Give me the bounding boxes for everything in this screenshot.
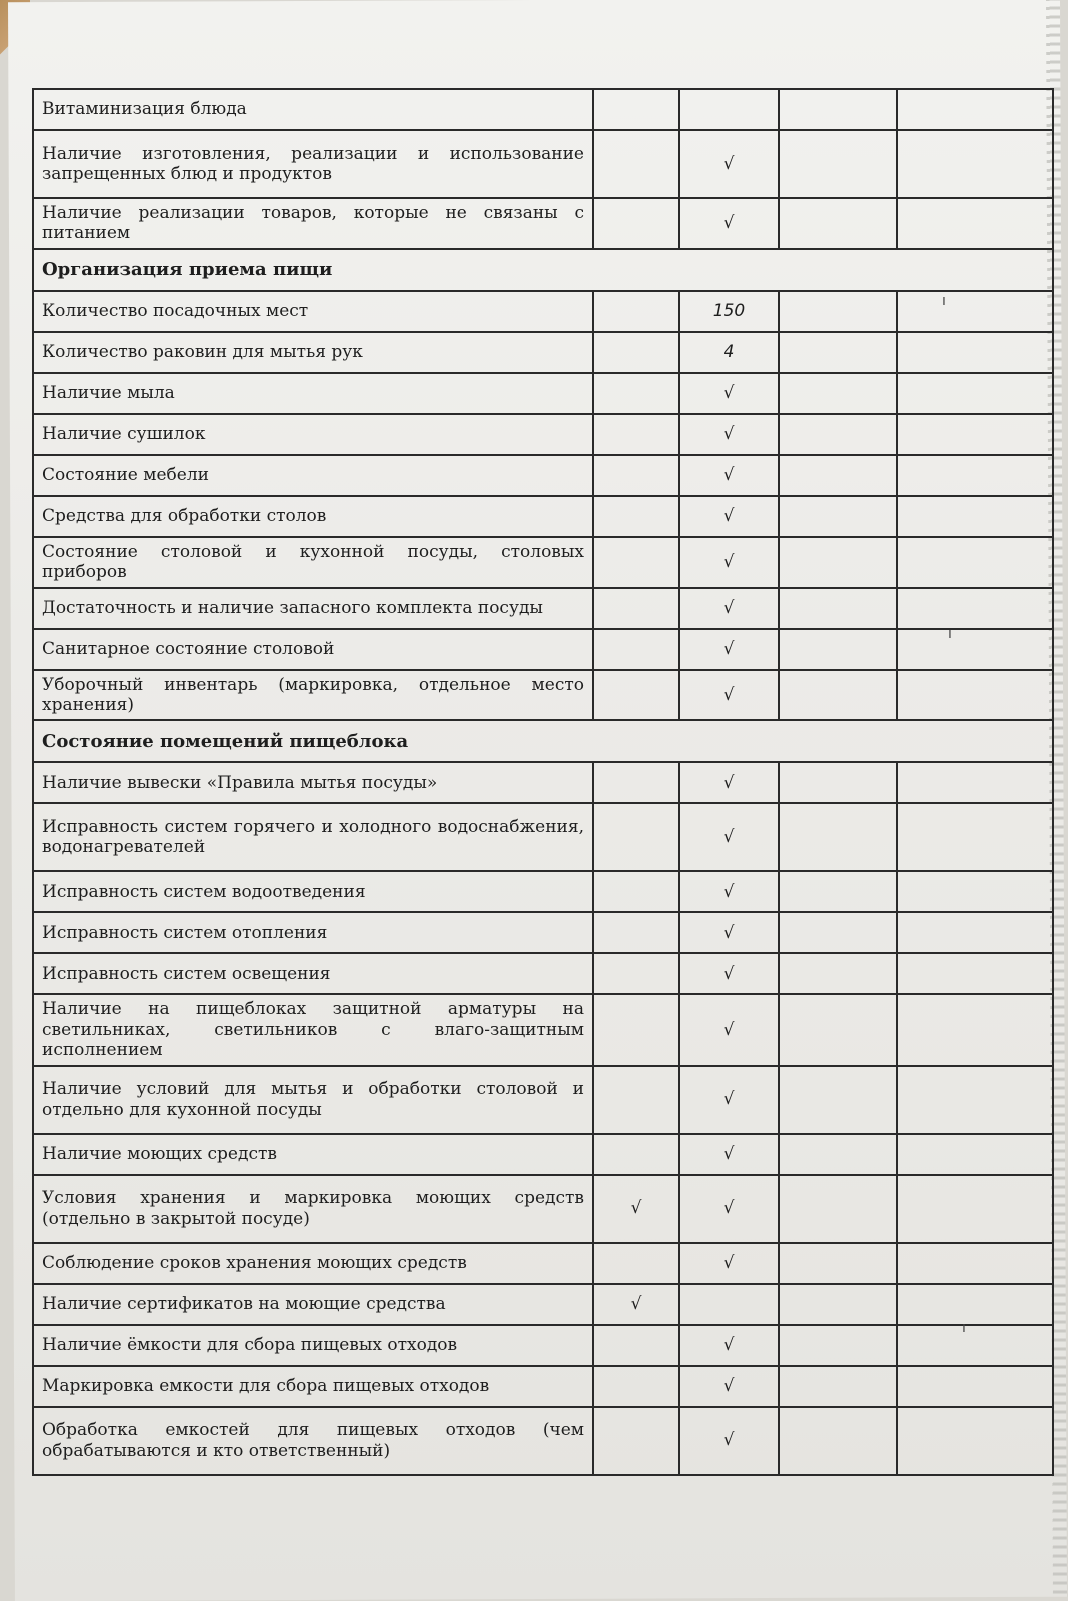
mark-cell	[779, 912, 897, 953]
mark-cell	[779, 291, 897, 332]
mark-cell	[779, 803, 897, 871]
table-row	[33, 953, 1053, 994]
table-row	[33, 629, 1053, 670]
mark-cell	[897, 1407, 1053, 1475]
mark-cell	[593, 455, 679, 496]
mark-cell: √	[593, 1284, 679, 1325]
table-row	[33, 1366, 1053, 1407]
mark-cell	[897, 1325, 1053, 1366]
mark-cell	[593, 1325, 679, 1366]
mark-cell	[679, 89, 779, 130]
mark-cell	[779, 1366, 897, 1407]
criterion-label: Наличие вывески «Правила мытья посуды»	[33, 762, 593, 803]
mark-cell	[779, 1325, 897, 1366]
mark-cell	[897, 1284, 1053, 1325]
table-row	[33, 89, 1053, 130]
criterion-label: Наличие мыла	[33, 373, 593, 414]
criterion-label: Исправность систем освещения	[33, 953, 593, 994]
mark-cell	[593, 1366, 679, 1407]
section-title: Состояние помещений пищеблока	[33, 720, 1053, 762]
criterion-label: Наличие изготовления, реализации и использование запрещенных блюд и продуктов	[33, 130, 593, 198]
mark-cell	[593, 1243, 679, 1284]
mark-cell	[593, 373, 679, 414]
criterion-label: Соблюдение сроков хранения моющих средств	[33, 1243, 593, 1284]
mark-cell	[897, 373, 1053, 414]
stray-mark: ı	[962, 1320, 966, 1336]
table-row	[33, 762, 1053, 803]
table-row	[33, 455, 1053, 496]
mark-cell	[897, 1366, 1053, 1407]
mark-cell	[779, 455, 897, 496]
mark-cell: √	[679, 670, 779, 721]
table-row	[33, 1134, 1053, 1175]
criterion-label: Состояние мебели	[33, 455, 593, 496]
mark-cell: √	[679, 588, 779, 629]
mark-cell: √	[679, 871, 779, 912]
mark-cell	[897, 994, 1053, 1065]
mark-cell	[897, 455, 1053, 496]
table-row	[33, 496, 1053, 537]
mark-cell	[779, 1407, 897, 1475]
mark-cell	[593, 912, 679, 953]
mark-cell	[593, 1134, 679, 1175]
table-row	[33, 994, 1053, 1065]
mark-cell	[897, 1134, 1053, 1175]
table-row	[33, 670, 1053, 721]
mark-cell	[897, 291, 1053, 332]
mark-cell: √	[679, 1066, 779, 1134]
table-row	[33, 588, 1053, 629]
mark-cell	[779, 537, 897, 588]
criterion-label: Уборочный инвентарь (маркировка, отдельное место хранения)	[33, 670, 593, 721]
table-row	[33, 1325, 1053, 1366]
mark-cell	[779, 198, 897, 249]
mark-cell	[897, 629, 1053, 670]
criterion-label: Наличие реализации товаров, которые не связаны с питанием	[33, 198, 593, 249]
mark-cell: √	[679, 994, 779, 1065]
mark-cell	[593, 496, 679, 537]
mark-cell	[779, 496, 897, 537]
mark-cell: √	[679, 1175, 779, 1243]
criterion-label: Средства для обработки столов	[33, 496, 593, 537]
table-row	[33, 198, 1053, 249]
mark-cell	[779, 130, 897, 198]
mark-cell	[779, 332, 897, 373]
mark-cell: √	[679, 1366, 779, 1407]
mark-cell	[779, 373, 897, 414]
section-title: Организация приема пищи	[33, 249, 1053, 291]
table-row	[33, 1407, 1053, 1475]
table-row	[33, 414, 1053, 455]
criterion-label: Количество посадочных мест	[33, 291, 593, 332]
mark-cell: 150	[679, 291, 779, 332]
mark-cell	[779, 1175, 897, 1243]
mark-cell	[897, 762, 1053, 803]
mark-cell	[897, 1066, 1053, 1134]
criterion-label: Наличие ёмкости для сбора пищевых отходов	[33, 1325, 593, 1366]
mark-cell	[593, 994, 679, 1065]
mark-cell	[897, 670, 1053, 721]
mark-cell	[897, 1175, 1053, 1243]
criterion-label: Маркировка емкости для сбора пищевых отходов	[33, 1366, 593, 1407]
table-row	[33, 537, 1053, 588]
mark-cell: √	[679, 373, 779, 414]
mark-cell	[779, 1284, 897, 1325]
mark-cell: √	[679, 496, 779, 537]
criterion-label: Наличие сушилок	[33, 414, 593, 455]
mark-cell	[897, 198, 1053, 249]
mark-cell: √	[679, 1407, 779, 1475]
table-row	[33, 1066, 1053, 1134]
mark-cell	[897, 588, 1053, 629]
table-row	[33, 373, 1053, 414]
mark-cell: √	[679, 803, 779, 871]
table-row	[33, 1175, 1053, 1243]
mark-cell	[593, 629, 679, 670]
mark-cell	[897, 537, 1053, 588]
mark-cell: √	[679, 130, 779, 198]
mark-cell: √	[593, 1175, 679, 1243]
mark-cell	[593, 414, 679, 455]
mark-cell	[593, 332, 679, 373]
mark-cell	[593, 537, 679, 588]
mark-cell	[779, 629, 897, 670]
mark-cell: √	[679, 455, 779, 496]
criterion-label: Витаминизация блюда	[33, 89, 593, 130]
mark-cell	[897, 953, 1053, 994]
table-row	[33, 130, 1053, 198]
section-header	[33, 720, 1053, 762]
mark-cell	[779, 994, 897, 1065]
table-row	[33, 1284, 1053, 1325]
mark-cell	[779, 1243, 897, 1284]
mark-cell	[897, 803, 1053, 871]
mark-cell	[779, 670, 897, 721]
mark-cell	[897, 912, 1053, 953]
mark-cell: √	[679, 414, 779, 455]
mark-cell	[593, 291, 679, 332]
mark-cell: √	[679, 762, 779, 803]
table-row	[33, 803, 1053, 871]
criterion-label: Достаточность и наличие запасного комплекта посуды	[33, 588, 593, 629]
mark-cell	[897, 414, 1053, 455]
table-row	[33, 1243, 1053, 1284]
criterion-label: Состояние столовой и кухонной посуды, столовых приборов	[33, 537, 593, 588]
section-header	[33, 249, 1053, 291]
mark-cell: 4	[679, 332, 779, 373]
criterion-label: Наличие условий для мытья и обработки столовой и отдельно для кухонной посуды	[33, 1066, 593, 1134]
mark-cell	[679, 1284, 779, 1325]
table-row	[33, 291, 1053, 332]
mark-cell	[593, 198, 679, 249]
mark-cell	[593, 1407, 679, 1475]
table-row	[33, 912, 1053, 953]
mark-cell	[779, 588, 897, 629]
mark-cell	[897, 1243, 1053, 1284]
mark-cell: √	[679, 198, 779, 249]
mark-cell: √	[679, 1243, 779, 1284]
mark-cell	[897, 89, 1053, 130]
mark-cell	[593, 953, 679, 994]
mark-cell	[897, 496, 1053, 537]
table-row	[33, 332, 1053, 373]
mark-cell: √	[679, 537, 779, 588]
mark-cell	[897, 871, 1053, 912]
mark-cell	[593, 871, 679, 912]
mark-cell: √	[679, 953, 779, 994]
mark-cell	[593, 670, 679, 721]
mark-cell	[897, 130, 1053, 198]
mark-cell	[593, 1066, 679, 1134]
mark-cell	[779, 871, 897, 912]
criterion-label: Исправность систем водоотведения	[33, 871, 593, 912]
mark-cell	[779, 1134, 897, 1175]
mark-cell	[593, 803, 679, 871]
mark-cell	[897, 332, 1053, 373]
mark-cell	[779, 953, 897, 994]
mark-cell	[779, 414, 897, 455]
criterion-label: Исправность систем отопления	[33, 912, 593, 953]
mark-cell	[779, 762, 897, 803]
mark-cell: √	[679, 629, 779, 670]
criterion-label: Обработка емкостей для пищевых отходов (чем обрабатываются и кто ответственный)	[33, 1407, 593, 1475]
criterion-label: Условия хранения и маркировка моющих средств (отдельно в закрытой посуде)	[33, 1175, 593, 1243]
mark-cell	[593, 89, 679, 130]
criterion-label: Наличие моющих средств	[33, 1134, 593, 1175]
stray-mark: ı	[948, 626, 952, 642]
criterion-label: Санитарное состояние столовой	[33, 629, 593, 670]
criterion-label: Наличие сертификатов на моющие средства	[33, 1284, 593, 1325]
mark-cell	[593, 130, 679, 198]
mark-cell	[593, 762, 679, 803]
criterion-label: Количество раковин для мытья рук	[33, 332, 593, 373]
table-row	[33, 871, 1053, 912]
mark-cell	[593, 588, 679, 629]
mark-cell: √	[679, 1134, 779, 1175]
stray-mark: ı	[942, 293, 946, 309]
checklist-table	[32, 88, 1054, 1476]
mark-cell	[779, 1066, 897, 1134]
mark-cell	[779, 89, 897, 130]
mark-cell: √	[679, 912, 779, 953]
mark-cell: √	[679, 1325, 779, 1366]
criterion-label: Наличие на пищеблоках защитной арматуры на светильниках, светильников с влаго-защитным исполнением	[33, 994, 593, 1065]
criterion-label: Исправность систем горячего и холодного водоснабжения, водонагревателей	[33, 803, 593, 871]
